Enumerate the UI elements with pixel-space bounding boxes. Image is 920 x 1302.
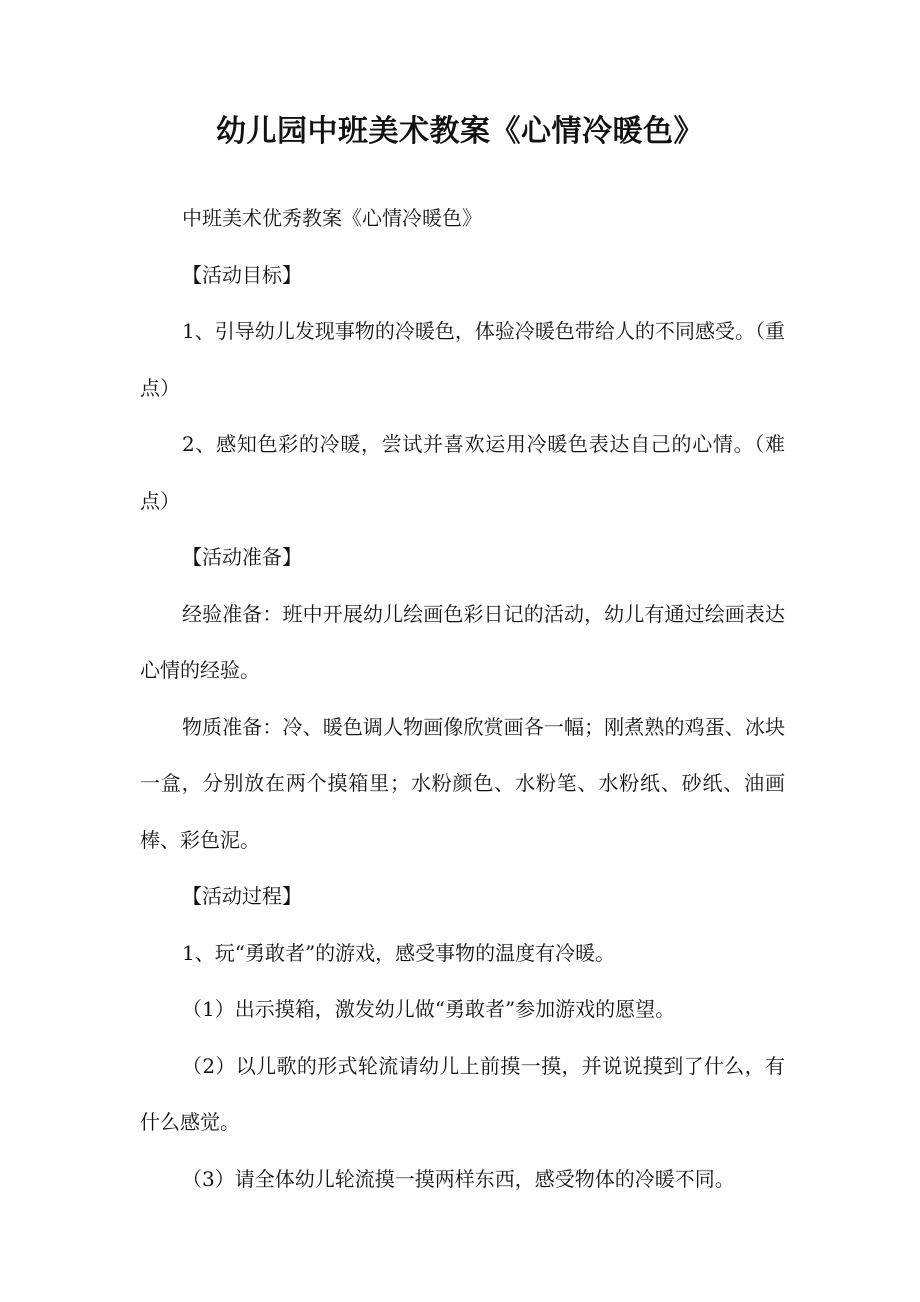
process-substep-3: （3）请全体幼儿轮流摸一摸两样东西，感受物体的冷暖不同。 (182, 1166, 735, 1191)
section-heading-goals: 【活动目标】 (182, 262, 302, 287)
goal-item-2: 2、感知色彩的冷暖，尝试并喜欢运用冷暖色表达自己的心情。（难点） (140, 432, 785, 513)
preparation-materials: 物质准备：冷、暖色调人物画像欣赏画各一幅；刚煮熟的鸡蛋、冰块一盒，分别放在两个摸箱里；水粉颜色、水粉笔、水粉纸、砂纸、油画棒、彩色泥。 (140, 714, 785, 852)
section-heading-preparation: 【活动准备】 (182, 545, 302, 569)
goal-item-1: 1、引导幼儿发现事物的冷暖色，体验冷暖色带给人的不同感受。（重点） (140, 319, 785, 400)
document-body (140, 190, 785, 1207)
document-title: 幼儿园中班美术教案《心情冷暖色》 (216, 114, 704, 149)
section-heading-process: 【活动过程】 (182, 884, 302, 908)
preparation-experience: 经验准备：班中开展幼儿绘画色彩日记的活动，幼儿有通过绘画表达心情的经验。 (140, 601, 785, 682)
subtitle-paragraph: 中班美术优秀教案《心情冷暖色》 (182, 206, 482, 230)
process-substep-2: （2）以儿歌的形式轮流请幼儿上前摸一摸，并说说摸到了什么，有什么感觉。 (140, 1053, 785, 1134)
process-substep-1: （1）出示摸箱，激发幼儿做“勇敢者”参加游戏的愿望。 (182, 997, 676, 1021)
process-step-1: 1、玩“勇敢者”的游戏，感受事物的温度有冷暖。 (182, 940, 616, 965)
